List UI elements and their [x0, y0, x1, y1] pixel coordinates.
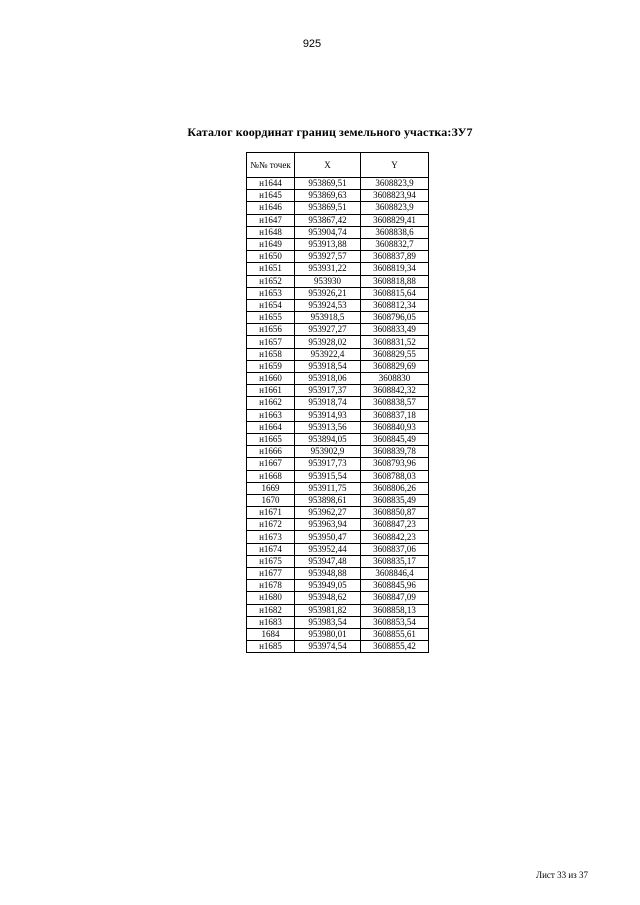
table-row [247, 555, 429, 567]
table-row [247, 238, 429, 250]
cell-point: н1650 [247, 251, 295, 263]
cell-x: 953898,61 [295, 494, 361, 506]
table-body [247, 178, 429, 653]
cell-y: 3608832,7 [361, 238, 429, 250]
cell-x: 953927,57 [295, 251, 361, 263]
cell-x: 953949,05 [295, 580, 361, 592]
cell-point: н1657 [247, 336, 295, 348]
column-header-point: №№ точек [247, 153, 295, 178]
cell-y: 3608846,4 [361, 568, 429, 580]
cell-y: 3608835,49 [361, 494, 429, 506]
cell-x: 953950,47 [295, 531, 361, 543]
cell-point: н1667 [247, 458, 295, 470]
sheet-counter: Лист 33 из 37 [536, 870, 588, 880]
cell-x: 953918,74 [295, 397, 361, 409]
cell-y: 3608833,49 [361, 324, 429, 336]
cell-y: 3608831,52 [361, 336, 429, 348]
cell-y: 3608835,17 [361, 555, 429, 567]
cell-x: 953915,54 [295, 470, 361, 482]
cell-x: 953913,56 [295, 421, 361, 433]
cell-y: 3608819,34 [361, 263, 429, 275]
cell-x: 953931,22 [295, 263, 361, 275]
table-row [247, 385, 429, 397]
cell-x: 953983,54 [295, 616, 361, 628]
cell-y: 3608818,88 [361, 275, 429, 287]
cell-x: 953911,75 [295, 482, 361, 494]
cell-x: 953869,63 [295, 190, 361, 202]
cell-y: 3608850,87 [361, 507, 429, 519]
cell-y: 3608855,61 [361, 628, 429, 640]
cell-x: 953926,21 [295, 287, 361, 299]
cell-point: н1644 [247, 178, 295, 190]
table-row [247, 482, 429, 494]
cell-y: 3608830 [361, 373, 429, 385]
cell-point: н1675 [247, 555, 295, 567]
cell-x: 953917,37 [295, 385, 361, 397]
cell-point: н1663 [247, 409, 295, 421]
cell-y: 3608845,49 [361, 433, 429, 445]
cell-x: 953962,27 [295, 507, 361, 519]
table-row [247, 324, 429, 336]
cell-point: н1659 [247, 360, 295, 372]
cell-point: н1685 [247, 641, 295, 653]
table-row [247, 360, 429, 372]
table-header-row [247, 153, 429, 178]
cell-point: 1669 [247, 482, 295, 494]
table-row [247, 299, 429, 311]
table-row [247, 592, 429, 604]
table-row [247, 616, 429, 628]
cell-y: 3608837,06 [361, 543, 429, 555]
cell-y: 3608837,89 [361, 251, 429, 263]
cell-point: н1649 [247, 238, 295, 250]
cell-point: 1670 [247, 494, 295, 506]
cell-y: 3608823,9 [361, 178, 429, 190]
cell-x: 953917,73 [295, 458, 361, 470]
cell-y: 3608838,6 [361, 226, 429, 238]
table-row [247, 507, 429, 519]
table-row [247, 287, 429, 299]
cell-x: 953947,48 [295, 555, 361, 567]
cell-point: н1646 [247, 202, 295, 214]
cell-x: 953894,05 [295, 433, 361, 445]
cell-y: 3608837,18 [361, 409, 429, 421]
table-row [247, 226, 429, 238]
table-row [247, 251, 429, 263]
cell-x: 953930 [295, 275, 361, 287]
cell-point: н1673 [247, 531, 295, 543]
cell-y: 3608840,93 [361, 421, 429, 433]
table-row [247, 421, 429, 433]
table-row [247, 531, 429, 543]
table-row [247, 373, 429, 385]
cell-point: н1665 [247, 433, 295, 445]
cell-x: 953948,62 [295, 592, 361, 604]
cell-y: 3608838,57 [361, 397, 429, 409]
cell-y: 3608839,78 [361, 446, 429, 458]
cell-x: 953918,54 [295, 360, 361, 372]
cell-point: н1647 [247, 214, 295, 226]
cell-x: 953980,01 [295, 628, 361, 640]
table-row [247, 628, 429, 640]
cell-point: н1664 [247, 421, 295, 433]
cell-point: н1652 [247, 275, 295, 287]
cell-x: 953918,06 [295, 373, 361, 385]
cell-y: 3608806,26 [361, 482, 429, 494]
cell-point: н1645 [247, 190, 295, 202]
cell-x: 953913,88 [295, 238, 361, 250]
cell-point: н1678 [247, 580, 295, 592]
cell-y: 3608847,09 [361, 592, 429, 604]
cell-y: 3608823,94 [361, 190, 429, 202]
table-header [247, 153, 429, 178]
cell-x: 953974,54 [295, 641, 361, 653]
cell-x: 953924,53 [295, 299, 361, 311]
cell-x: 953981,82 [295, 604, 361, 616]
table-row [247, 604, 429, 616]
cell-point: н1666 [247, 446, 295, 458]
cell-y: 3608847,23 [361, 519, 429, 531]
table-row [247, 458, 429, 470]
table-row [247, 580, 429, 592]
table-row [247, 275, 429, 287]
cell-point: н1658 [247, 348, 295, 360]
cell-y: 3608855,42 [361, 641, 429, 653]
table-row [247, 190, 429, 202]
table-row [247, 446, 429, 458]
cell-point: н1648 [247, 226, 295, 238]
table-row [247, 312, 429, 324]
cell-x: 953867,42 [295, 214, 361, 226]
cell-y: 3608858,13 [361, 604, 429, 616]
table-row [247, 263, 429, 275]
table-row [247, 494, 429, 506]
cell-point: н1654 [247, 299, 295, 311]
cell-point: н1661 [247, 385, 295, 397]
cell-y: 3608812,34 [361, 299, 429, 311]
cell-x: 953963,94 [295, 519, 361, 531]
cell-point: н1683 [247, 616, 295, 628]
cell-point: 1684 [247, 628, 295, 640]
cell-y: 3608815,64 [361, 287, 429, 299]
column-header-x: X [295, 153, 361, 178]
cell-point: н1662 [247, 397, 295, 409]
cell-point: н1653 [247, 287, 295, 299]
table-row [247, 336, 429, 348]
table-row [247, 470, 429, 482]
table-row [247, 519, 429, 531]
cell-x: 953902,9 [295, 446, 361, 458]
cell-point: н1671 [247, 507, 295, 519]
table-row [247, 397, 429, 409]
cell-point: н1651 [247, 263, 295, 275]
cell-y: 3608853,54 [361, 616, 429, 628]
cell-x: 953918,5 [295, 312, 361, 324]
document-title: Каталог координат границ земельного участка:ЗУ7 [187, 125, 473, 139]
table-row [247, 214, 429, 226]
cell-y: 3608829,55 [361, 348, 429, 360]
cell-x: 953948,88 [295, 568, 361, 580]
cell-point: н1668 [247, 470, 295, 482]
cell-y: 3608796,05 [361, 312, 429, 324]
table-row [247, 348, 429, 360]
cell-point: н1656 [247, 324, 295, 336]
cell-x: 953922,4 [295, 348, 361, 360]
cell-y: 3608788,03 [361, 470, 429, 482]
coordinates-table [246, 152, 429, 653]
table-row [247, 409, 429, 421]
cell-x: 953869,51 [295, 178, 361, 190]
cell-point: н1655 [247, 312, 295, 324]
cell-y: 3608829,69 [361, 360, 429, 372]
table-row [247, 568, 429, 580]
cell-point: н1672 [247, 519, 295, 531]
table-row [247, 433, 429, 445]
cell-x: 953952,44 [295, 543, 361, 555]
cell-x: 953928,02 [295, 336, 361, 348]
table-row [247, 543, 429, 555]
table-row [247, 178, 429, 190]
cell-x: 953869,51 [295, 202, 361, 214]
cell-y: 3608823,9 [361, 202, 429, 214]
cell-point: н1660 [247, 373, 295, 385]
cell-point: н1677 [247, 568, 295, 580]
page-number: 925 [302, 38, 322, 50]
cell-y: 3608842,23 [361, 531, 429, 543]
table-row [247, 202, 429, 214]
cell-y: 3608845,96 [361, 580, 429, 592]
table-row [247, 641, 429, 653]
cell-x: 953914,93 [295, 409, 361, 421]
column-header-y: Y [361, 153, 429, 178]
cell-y: 3608829,41 [361, 214, 429, 226]
cell-point: н1680 [247, 592, 295, 604]
cell-y: 3608842,32 [361, 385, 429, 397]
cell-point: н1674 [247, 543, 295, 555]
cell-point: н1682 [247, 604, 295, 616]
cell-x: 953904,74 [295, 226, 361, 238]
cell-x: 953927,27 [295, 324, 361, 336]
cell-y: 3608793,96 [361, 458, 429, 470]
